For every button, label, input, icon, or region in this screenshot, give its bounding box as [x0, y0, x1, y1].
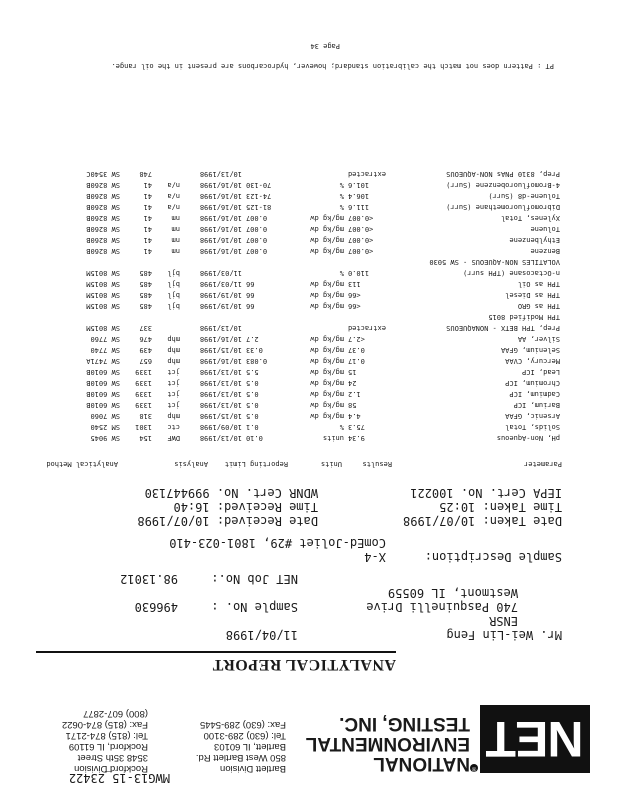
method-cell: SW 6010B	[86, 390, 120, 399]
batch-cell: 337	[139, 324, 152, 333]
units-cell: mg/kg dw	[310, 280, 344, 289]
result-cell: <66	[348, 302, 361, 311]
col-reporting-limit: Reporting Limit	[224, 460, 288, 468]
rockford-division	[62, 708, 148, 774]
reporting-limit-cell: 0.5	[246, 412, 259, 421]
recipient-name: Mr. Wei-Lin Feng	[446, 628, 562, 642]
result-cell: 58	[348, 401, 357, 410]
col-units: Units	[320, 460, 342, 468]
method-cell: SW 3540C	[86, 170, 120, 179]
analyst-cell: nm	[171, 247, 180, 256]
units-cell: mg/kg dw	[310, 291, 344, 300]
sample-no-label: Sample No. :	[211, 600, 298, 614]
division-line: Fax: (815) 874-0622	[61, 719, 148, 730]
company-name-line: NATIONAL	[373, 753, 470, 774]
analyst-cell: mhp	[167, 346, 180, 355]
analyst-cell: bjl	[167, 280, 180, 289]
reporting-limit-cell: 66	[246, 291, 255, 300]
table-row	[58, 202, 562, 213]
batch-cell: 41	[143, 181, 152, 190]
method-cell: SW 6010B	[86, 368, 120, 377]
analysis-date-cell: 10/09/1998	[199, 423, 242, 432]
batch-cell: 485	[139, 291, 152, 300]
batch-cell: 154	[139, 434, 152, 443]
parameter-cell: Dibromofluoromethane (Surr)	[446, 203, 560, 212]
company-name	[306, 713, 470, 773]
units-cell	[286, 323, 346, 334]
result-cell: <2.7	[348, 335, 365, 344]
analyst-cell: nm	[171, 214, 180, 223]
analysis-date-cell: 10/16/1998	[199, 357, 242, 366]
registered-mark: ®	[471, 765, 477, 771]
reporting-limit-cell: 0.33	[246, 346, 263, 355]
units-cell: mg/kg dw	[310, 379, 344, 388]
table-row	[58, 334, 562, 345]
table-row	[58, 246, 562, 257]
analyst-cell: bjl	[167, 269, 180, 278]
method-cell: SW 8015M	[86, 291, 120, 300]
analyst-cell: jct	[167, 379, 180, 388]
parameter-cell: Arsenic, GFAA	[505, 412, 560, 421]
reporting-limit-cell: 0.10	[246, 434, 263, 443]
table-row	[58, 279, 562, 290]
method-cell: SW 6010B	[86, 379, 120, 388]
parameter-cell: Benzene	[530, 247, 560, 256]
table-row	[58, 411, 562, 422]
units-cell: %	[339, 181, 344, 190]
analysis-date-cell: 10/16/1998	[199, 192, 242, 201]
division-line: Bartlett Division	[220, 763, 286, 774]
analysis-date-cell: 10/13/1998	[199, 434, 242, 443]
analysis-date-cell: 10/16/1998	[199, 181, 242, 190]
result-cell	[346, 312, 398, 323]
analysis-date-cell: 10/13/1998	[199, 170, 242, 179]
units-cell: mg/kg dw	[310, 368, 344, 377]
result-cell: 0.37	[348, 346, 365, 355]
parameter-cell: Ethylbenzene	[509, 236, 560, 245]
analysis-date-cell: 10/16/1998	[199, 236, 242, 245]
col-parameter: Parameter	[524, 460, 562, 468]
batch-cell: 748	[139, 170, 152, 179]
reporting-limit-cell: 66	[246, 280, 255, 289]
reporting-limit-cell: 0.007	[246, 214, 268, 223]
division-line: Tel: (630) 289-3100	[203, 730, 286, 741]
batch-cell	[122, 257, 154, 268]
table-row	[58, 345, 562, 356]
batch-cell: 41	[143, 192, 152, 201]
reporting-limit-cell: 66	[246, 302, 255, 311]
batch-cell: 1301	[135, 423, 152, 432]
analysis-date-cell: 10/13/1998	[199, 379, 242, 388]
analyst-cell: DWF	[167, 434, 180, 443]
parameter-cell: Selenium, GFAA	[500, 346, 560, 355]
units-cell: mg/kg dw	[310, 335, 344, 344]
analyst-cell: jct	[167, 401, 180, 410]
parameter-cell: Mercury, CVAA	[505, 357, 560, 366]
table-row	[58, 301, 562, 312]
analyst-cell: mhp	[167, 357, 180, 366]
section-title-cell: Prep, 8310 PNAs NON-AQUEOUS	[446, 170, 560, 179]
analysis-date-cell	[182, 312, 244, 323]
method-cell: SW 9045	[90, 434, 120, 443]
batch-cell: 485	[139, 302, 152, 311]
units-cell: mg/kg dw	[310, 302, 344, 311]
sample-no: 496630	[134, 600, 178, 614]
table-row	[58, 235, 562, 246]
address-line-1: 740 Pasquinelli Drive	[366, 600, 518, 614]
batch-cell: 41	[143, 247, 152, 256]
method-cell: SW 7760	[90, 335, 120, 344]
reporting-limit-cell	[244, 169, 286, 180]
method-cell: SM 2540	[90, 423, 120, 432]
analysis-date-cell: 10/13/1998	[199, 324, 242, 333]
net-logo: NET	[480, 705, 590, 773]
result-cell: 101.6	[348, 181, 370, 190]
batch-cell: 318	[139, 412, 152, 421]
reporting-limit-cell: 0.007	[246, 236, 268, 245]
reporting-limit-cell: 0.1	[246, 423, 259, 432]
parameter-cell: Barium, ICP	[513, 401, 560, 410]
method-cell: SW 8015M	[86, 269, 120, 278]
table-row	[58, 367, 562, 378]
bartlett-division	[196, 719, 286, 774]
result-cell: 0.17	[348, 357, 365, 366]
analysis-date-cell: 10/13/1998	[199, 390, 242, 399]
analyst-cell: nm	[171, 236, 180, 245]
company-name-line: ENVIRONMENTAL	[305, 733, 470, 754]
reporting-limit-cell: 0.007	[246, 247, 268, 256]
units-cell	[286, 312, 346, 323]
method-cell: SW 6010B	[86, 401, 120, 410]
table-row	[58, 268, 562, 279]
result-cell: 15	[348, 368, 357, 377]
table-row	[58, 433, 562, 444]
result-cell: <0.007	[348, 225, 374, 234]
analysis-date-cell: 10/16/1998	[199, 203, 242, 212]
col-analysis: Analysis	[174, 460, 208, 468]
analyst-cell: bjl	[167, 302, 180, 311]
sample-desc-line2: ComEd-Joliet #29, 1801-023-410	[169, 536, 386, 550]
results-table	[58, 169, 562, 444]
table-row	[58, 356, 562, 367]
analysis-date-cell: 10/19/1998	[199, 291, 242, 300]
result-cell: <0.007	[348, 214, 374, 223]
analyst-cell	[154, 323, 182, 334]
result-cell: 24	[348, 379, 357, 388]
parameter-cell: TPH as GRO	[517, 302, 560, 311]
analyst-cell: n/a	[167, 192, 180, 201]
division-line: Bartlett, IL 60103	[213, 741, 286, 752]
method-cell: SW 8015M	[86, 324, 120, 333]
parameter-cell: Toluene-d8 (Surr)	[488, 192, 560, 201]
reporting-limit-cell: 81-125	[246, 203, 272, 212]
units-cell: mg/kg dw	[310, 247, 344, 256]
analysis-date-cell	[182, 257, 244, 268]
parameter-cell: Silver, AA	[517, 335, 560, 344]
batch-cell: 41	[143, 214, 152, 223]
batch-cell: 485	[139, 280, 152, 289]
result-cell: <0.007	[348, 247, 374, 256]
method-cell: SW 8260B	[86, 192, 120, 201]
division-line: (800) 607-2877	[83, 708, 148, 719]
units-cell: %	[339, 423, 344, 432]
reporting-limit-cell: 0.5	[246, 401, 259, 410]
units-cell	[286, 257, 346, 268]
batch-cell: 41	[143, 203, 152, 212]
time-taken: Time Taken: 10:25	[439, 500, 562, 514]
analysis-date-cell: 10/16/1998	[199, 247, 242, 256]
batch-cell: 1339	[135, 401, 152, 410]
result-cell: 111.6	[348, 203, 370, 212]
result-cell: 106.4	[348, 192, 370, 201]
analysis-date-cell: 11/03/1998	[199, 280, 242, 289]
parameter-cell: 4-Bromofluorobenzene (Surr)	[446, 181, 560, 190]
table-row	[58, 191, 562, 202]
analysis-date-cell: 10/13/1998	[199, 401, 242, 410]
batch-cell: 1339	[135, 390, 152, 399]
batch-cell: 1339	[135, 379, 152, 388]
method-cell: SW 8015M	[86, 302, 120, 311]
result-cell: <66	[348, 291, 361, 300]
section-row	[58, 323, 562, 334]
report-date: 11/04/1998	[225, 628, 298, 642]
result-cell: extracted	[348, 324, 386, 333]
table-row	[58, 180, 562, 191]
reporting-limit-cell: 0.083	[246, 357, 268, 366]
analysis-date-cell: 11/03/1998	[199, 269, 242, 278]
analysis-date-cell: 10/16/1998	[199, 214, 242, 223]
batch-cell: 41	[143, 225, 152, 234]
reporting-limit-cell: 5.5	[246, 368, 259, 377]
table-row	[58, 389, 562, 400]
sample-desc-label: Sample Description:	[424, 550, 562, 564]
division-line: Rockford Division	[74, 763, 148, 774]
parameter-cell: Xylenes, Total	[500, 214, 560, 223]
page-number: Page 34	[310, 42, 340, 50]
division-line: Tel: (815) 874-2171	[65, 730, 148, 741]
units-cell: mg/kg dw	[310, 346, 344, 355]
batch-cell	[122, 312, 154, 323]
report-title: ANALYTICAL REPORT	[212, 656, 396, 673]
section-title-cell: TPH Modified 8015	[488, 313, 560, 322]
method-cell: SW 8260B	[86, 214, 120, 223]
col-results: Results	[362, 460, 392, 468]
analysis-date-cell: 10/16/1998	[199, 335, 242, 344]
parameter-cell: Toluene	[530, 225, 560, 234]
recipient-org: ENSR	[489, 614, 518, 628]
method-cell: SW 7740	[90, 346, 120, 355]
parameter-cell: TPH as Oil	[517, 280, 560, 289]
section-row	[58, 312, 562, 323]
reporting-limit-cell	[244, 323, 286, 334]
analyst-cell: mhp	[167, 412, 180, 421]
table-row	[58, 290, 562, 301]
parameter-cell: pH, Non-Aqueous	[496, 434, 560, 443]
parameter-cell: Chromium, ICP	[505, 379, 560, 388]
result-cell	[346, 257, 398, 268]
method-cell: SW 8260B	[86, 181, 120, 190]
analyst-cell	[154, 257, 182, 268]
batch-cell: 1339	[135, 368, 152, 377]
method-cell: SW 7060	[90, 412, 120, 421]
table-row	[58, 422, 562, 433]
units-cell: mg/kg dw	[310, 236, 344, 245]
reporting-limit-cell: 0.5	[246, 390, 259, 399]
method-cell: SW 8015M	[86, 280, 120, 289]
section-row	[58, 257, 562, 268]
result-cell: <0.007	[348, 236, 374, 245]
units-cell: mg/kg dw	[310, 412, 344, 421]
reporting-limit-cell: 0.007	[246, 225, 268, 234]
method-cell: SW 8260B	[86, 225, 120, 234]
reporting-limit-cell	[244, 268, 286, 279]
date-received: Date Received: 10/07/1998	[137, 514, 318, 528]
division-line: 850 West Bartlett Rd.	[195, 752, 286, 763]
document-code: MWG13-15_23422	[68, 771, 170, 785]
result-cell: 9.34	[348, 434, 365, 443]
analysis-date-cell: 10/16/1998	[199, 225, 242, 234]
section-row	[58, 169, 562, 180]
batch-cell: 476	[139, 335, 152, 344]
section-title-cell: Prep, TPH BETX - NONAQUEOUS	[446, 324, 560, 333]
batch-cell: 485	[139, 269, 152, 278]
units-cell: %	[339, 192, 344, 201]
division-line: Fax: (630) 289-5445	[199, 719, 286, 730]
units-cell: mg/kg dw	[310, 390, 344, 399]
reporting-limit-cell	[244, 257, 286, 268]
analysis-date-cell: 10/15/1998	[199, 346, 242, 355]
analyst-cell: bjl	[167, 291, 180, 300]
units-cell: %	[339, 269, 344, 278]
col-analytical-method: Analytical Method	[46, 460, 118, 468]
parameter-cell: Lead, ICP	[522, 368, 560, 377]
analyst-cell	[154, 169, 182, 180]
analysis-date-cell: 10/13/1998	[199, 368, 242, 377]
analyst-cell	[154, 312, 182, 323]
table-row	[58, 378, 562, 389]
method-cell	[58, 257, 122, 268]
units-cell: %	[339, 203, 344, 212]
units-cell: mg/kg dw	[310, 357, 344, 366]
sample-desc-value: X-4	[364, 550, 386, 564]
company-name-line: TESTING, INC.	[339, 713, 470, 734]
method-cell: SW 7471A	[86, 357, 120, 366]
footnote: PT : Pattern does not match the calibration standard; however, hydrocarbons are present in the oil range.	[111, 62, 554, 70]
units-cell	[286, 169, 346, 180]
units-cell: mg/kg dw	[310, 225, 344, 234]
parameter-cell: n-Octacosane (TPH surr)	[463, 269, 560, 278]
result-cell: 75.3	[348, 423, 365, 432]
analyst-cell: nm	[171, 225, 180, 234]
method-cell: SW 8260B	[86, 203, 120, 212]
address-line-2: Westmont, IL 60559	[387, 586, 518, 600]
result-cell: 113	[348, 280, 361, 289]
units-cell: mg/kg dw	[310, 214, 344, 223]
net-job-no: 98.13012	[120, 572, 178, 586]
method-cell: SW 8260B	[86, 236, 120, 245]
division-line: Rockford, IL 61109	[68, 741, 148, 752]
iepa-cert: IEPA Cert. No. 100221	[410, 486, 562, 500]
analyst-cell: n/a	[167, 181, 180, 190]
section-title-cell: VOLATILES NON-AQUEOUS - SW 5030	[429, 258, 560, 267]
result-cell: 1.2	[348, 390, 361, 399]
analyst-cell: jct	[167, 368, 180, 377]
analyst-cell: n/a	[167, 203, 180, 212]
analyst-cell: ctc	[167, 423, 180, 432]
result-cell: 110.0	[348, 269, 370, 278]
batch-cell: 41	[143, 236, 152, 245]
title-rule	[36, 651, 396, 653]
parameter-cell: Cadmium, ICP	[509, 390, 560, 399]
reporting-limit-cell: 74-123	[246, 192, 272, 201]
reporting-limit-cell: 0.5	[246, 379, 259, 388]
units-cell: mg/kg dw	[310, 401, 344, 410]
date-taken: Date Taken: 10/07/1998	[403, 514, 562, 528]
table-row	[58, 224, 562, 235]
method-cell	[58, 312, 122, 323]
analysis-date-cell: 10/19/1998	[199, 302, 242, 311]
batch-cell: 657	[139, 357, 152, 366]
result-cell: 4.4	[348, 412, 361, 421]
batch-cell: 439	[139, 346, 152, 355]
analyst-cell: jct	[167, 390, 180, 399]
analyst-cell: mhp	[167, 335, 180, 344]
parameter-cell: TPH as Diesel	[505, 291, 560, 300]
table-row	[58, 213, 562, 224]
net-job-label: NET Job No.:	[211, 572, 298, 586]
reporting-limit-cell: 2.7	[246, 335, 259, 344]
analysis-date-cell: 10/15/1998	[199, 412, 242, 421]
reporting-limit-cell	[244, 312, 286, 323]
method-cell: SW 8260B	[86, 247, 120, 256]
result-cell: extracted	[348, 170, 386, 179]
time-received: Time Received: 16:40	[173, 500, 318, 514]
parameter-cell: Solids, Total	[505, 423, 560, 432]
division-line: 3548 35th Street	[77, 752, 148, 763]
units-cell: units	[322, 434, 344, 443]
table-row	[58, 400, 562, 411]
wdnr-cert: WDNR Cert. No. 999447130	[144, 486, 318, 500]
reporting-limit-cell: 70-130	[246, 181, 272, 190]
